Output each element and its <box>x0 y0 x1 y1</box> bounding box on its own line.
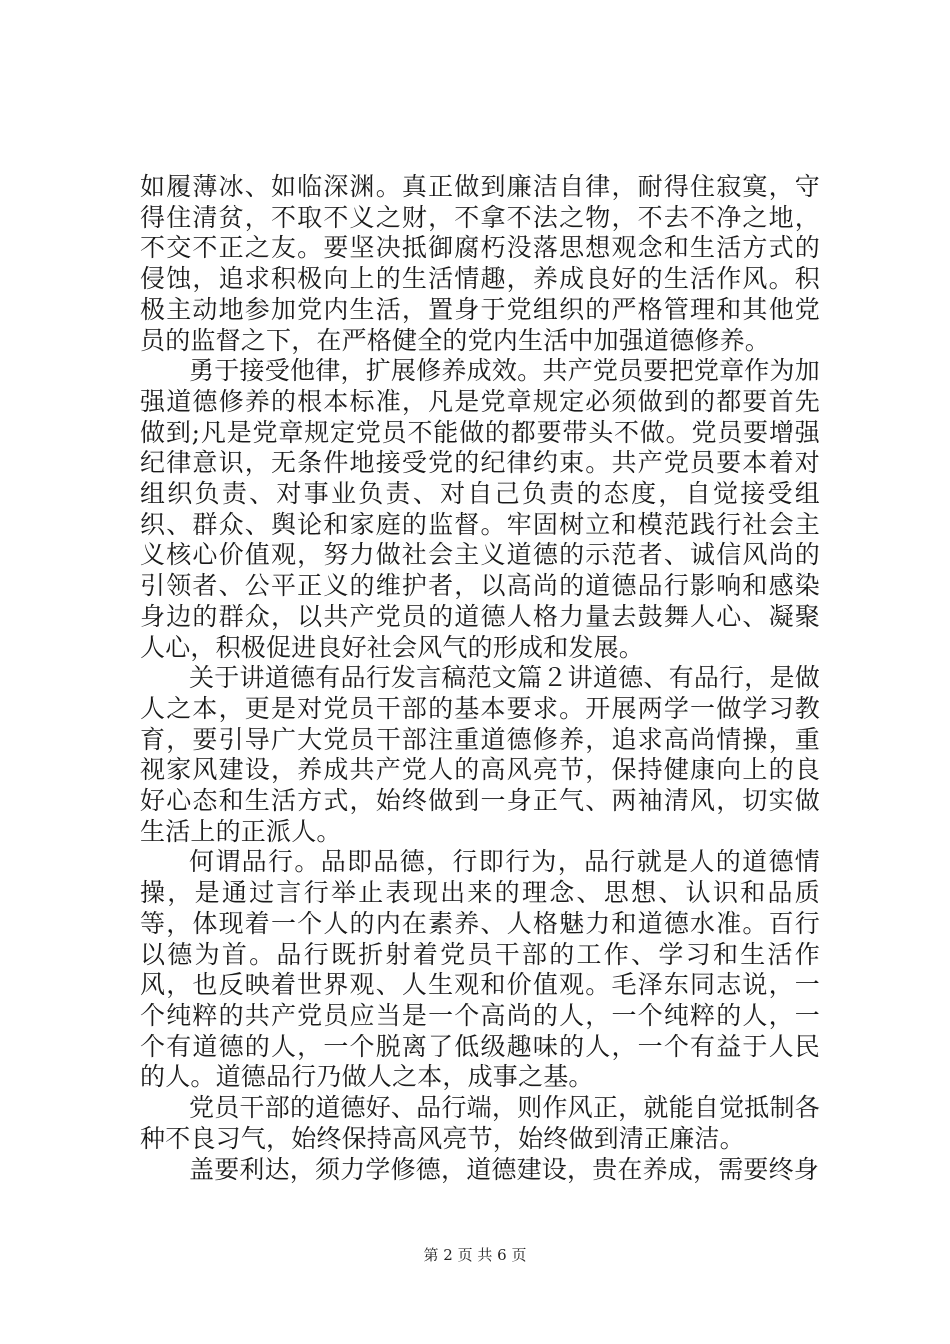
paragraph: 如履薄冰、如临深渊。真正做到廉洁自律，耐得住寂寞，守得住清贫，不取不义之财，不拿不法之物，不去不净之地，不交不正之友。要坚决抵御腐朽没落思想观念和生活方式的侵蚀，追求积极向上的生活情趣，养成良好的生活作风。积极主动地参加党内生活，置身于党组织的严格管理和其他党员的监督之下，在严格健全的党内生活中加强道德修养。 <box>140 172 820 355</box>
paragraph: 何谓品行。品即品德，行即行为，品行就是人的道德情操，是通过言行举止表现出来的理念、思想、认识和品质等，体现着一个人的内在素养、人格魅力和道德水准。百行以德为首。品行既折射着党员干部的工作、学习和生活作风，也反映着世界观、人生观和价值观。毛泽东同志说，一个纯粹的共产党员应当是一个高尚的人，一个纯粹的人，一个有道德的人，一个脱离了低级趣味的人，一个有益于人民的人。道德品行乃做人之本，成事之基。 <box>140 847 820 1092</box>
paragraph: 党员干部的道德好、品行端，则作风正，就能自觉抵制各种不良习气，始终保持高风亮节，始终做到清正廉洁。 <box>140 1093 820 1153</box>
document-body <box>140 172 820 1185</box>
paragraph: 关于讲道德有品行发言稿范文篇２讲道德、有品行，是做人之本，更是对党员干部的基本要求。开展两学一做学习教育，要引导广大党员干部注重道德修养，追求高尚情操，重视家风建设，养成共产党人的高风亮节，保持健康向上的良好心态和生活方式，始终做到一身正气、两袖清风，切实做生活上的正派人。 <box>140 663 820 846</box>
paragraph: 盖要利达，须力学修德，道德建设，贵在养成，需要终身 <box>189 1154 820 1184</box>
page-footer: 第 2 页 共 6 页 <box>423 1246 527 1264</box>
paragraph: 勇于接受他律，扩展修养成效。共产党员要把党章作为加强道德修养的根本标准，凡是党章规定必须做到的都要首先做到;凡是党章规定党员不能做的都要带头不做。党员要增强纪律意识，无条件地接受党的纪律约束。共产党员要本着对组织负责、对事业负责、对自己负责的态度，自觉接受组织、群众、舆论和家庭的监督。牢固树立和模范践行社会主义核心价值观，努力做社会主义道德的示范者、诚信风尚的引领者、公平正义的维护者，以高尚的道德品行影响和感染身边的群众，以共产党员的道德人格力量去鼓舞人心、凝聚人心，积极促进良好社会风气的形成和发展。 <box>140 356 820 662</box>
